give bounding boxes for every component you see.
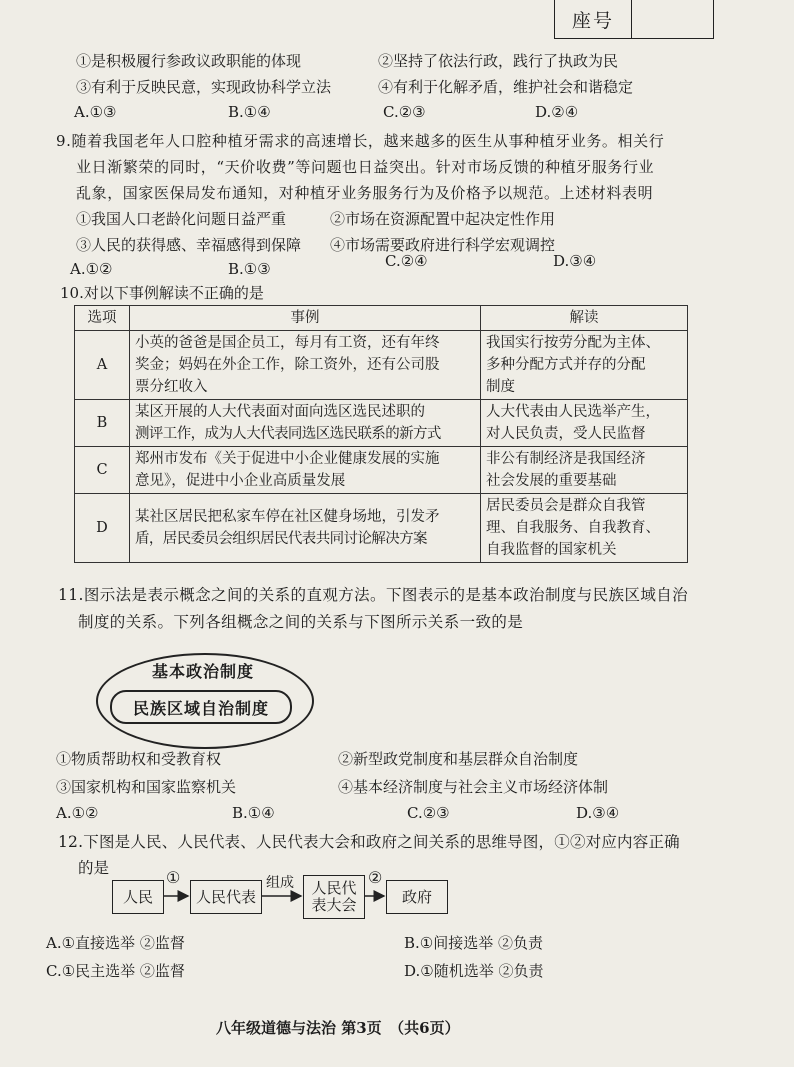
flow-box-people-label: 人民	[122, 887, 153, 906]
example-line: 小英的爸爸是国企员工，每月有工资，还有年终	[135, 335, 440, 351]
example-line: 票分红收入	[135, 379, 208, 395]
q11-option-2: ②新型政党制度和基层群众自治制度	[338, 750, 579, 768]
q8-option-1: ①是积极履行参政议政职能的体现	[76, 52, 302, 70]
q12-choice-b: B.①间接选举 ②负责	[404, 934, 544, 952]
q8-choice-a: A.①③	[74, 103, 117, 121]
q8-choice-c: C.②③	[383, 103, 426, 121]
reading-line: 理、自我服务、自我教育、	[486, 520, 660, 536]
example-line: 郑州市发布《关于促进中小企业健康发展的实施	[135, 451, 440, 467]
example-line: 意见》，促进中小企业高质量发展	[135, 473, 346, 489]
q12-stem-line-2: 的是	[78, 859, 110, 877]
seat-number-label: 座号	[555, 0, 632, 38]
flow-arrow-1-label: ①	[166, 868, 181, 887]
q9-stem-line-2: 业日渐繁荣的同时，“天价收费”等问题也日益突出。针对市场反馈的种植牙服务行业	[76, 158, 655, 176]
q12-choice-c: C.①民主选举 ②监督	[46, 962, 185, 980]
q11-choice-d: D.③④	[576, 804, 620, 822]
flow-box-government-label: 政府	[401, 887, 432, 906]
q10-stem: 10.对以下事例解读不正确的是	[60, 284, 264, 302]
q8-option-3: ③有利于反映民意，实现政协科学立法	[76, 78, 332, 96]
q11-option-4: ④基本经济制度与社会主义市场经济体制	[338, 778, 609, 796]
q9-option-1: ①我国人口老龄化问题日益严重	[76, 210, 287, 228]
q11-stem-line-2: 制度的关系。下列各组概念之间的关系与下图所示关系一致的是	[78, 613, 524, 631]
q9-choice-c: C.②④	[385, 252, 428, 270]
example-line: 奖金；妈妈在外企工作，除工资外，还有公司股	[135, 357, 440, 373]
q8-option-4: ④有利于化解矛盾，维护社会和谐稳定	[378, 78, 634, 96]
flow-arrow-2-label: 组成	[266, 875, 294, 891]
reading-line: 居民委员会是群众自我管	[486, 498, 646, 514]
table-header-reading: 解读	[481, 306, 688, 331]
reading-line: 制度	[486, 379, 515, 395]
q9-stem-line-3: 乱象，国家医保局发布通知，对种植牙业务服务行为及价格予以规范。上述材料表明	[76, 184, 654, 202]
table-header-example: 事例	[130, 306, 481, 331]
q8-choice-d: D.②④	[535, 103, 579, 121]
reading-line: 自我监督的国家机关	[486, 542, 617, 558]
q8-choice-b: B.①④	[228, 103, 271, 121]
table-cell-option: C	[75, 447, 130, 494]
flow-box-congress-line-1: 人民代	[311, 879, 357, 897]
q11-option-1: ①物质帮助权和受教育权	[56, 750, 222, 768]
q12-choice-a: A.①直接选举 ②监督	[46, 934, 185, 952]
flow-box-deputies-label: 人民代表	[195, 887, 256, 906]
q12-stem-line-1: 12.下图是人民、人民代表、人民代表大会和政府之间关系的思维导图，①②对应内容正确	[58, 833, 680, 851]
table-header-option: 选项	[75, 306, 130, 331]
q11-stem-line-1: 11.图示法是表示概念之间的关系的直观方法。下图表示的是基本政治制度与民族区域自治	[58, 586, 689, 604]
example-line: 某社区居民把私家车停在社区健身场地，引发矛	[135, 509, 440, 525]
example-line: 盾，居民委员会组织居民代表共同讨论解决方案	[135, 531, 427, 547]
table-cell-option: B	[75, 400, 130, 447]
reading-line: 非公有制经济是我国经济	[486, 451, 646, 467]
page-footer: 八年级道德与法治 第3页 （共6页）	[216, 1019, 460, 1037]
table-cell-option: A	[75, 331, 130, 400]
q11-option-3: ③国家机构和国家监察机关	[56, 778, 237, 796]
reading-line: 我国实行按劳分配为主体、	[486, 335, 660, 351]
flow-arrow-3-label: ②	[368, 868, 383, 887]
q9-choice-a: A.①②	[70, 260, 113, 278]
q9-option-2: ②市场在资源配置中起决定性作用	[330, 210, 556, 228]
q11-choice-a: A.①②	[56, 804, 99, 822]
flow-box-congress-line-2: 表大会	[311, 896, 357, 914]
q12-choice-d: D.①随机选举 ②负责	[404, 962, 544, 980]
diagram-inner-label: 民族区域自治制度	[132, 698, 269, 718]
reading-line: 社会发展的重要基础	[486, 473, 617, 489]
reading-line: 人大代表由人民选举产生，	[486, 404, 660, 420]
q11-choice-b: B.①④	[232, 804, 275, 822]
q9-option-3: ③人民的获得感、幸福感得到保障	[76, 236, 302, 254]
q11-choice-c: C.②③	[407, 804, 450, 822]
q9-stem-line-1: 9.随着我国老年人口腔种植牙需求的高速增长，越来越多的医生从事种植牙业务。相关行	[56, 132, 665, 150]
reading-line: 对人民负责，受人民监督	[486, 426, 646, 442]
q9-choice-d: D.③④	[553, 252, 597, 270]
table-cell-option: D	[75, 494, 130, 563]
q9-choice-b: B.①③	[228, 260, 271, 278]
q9-option-4: ④市场需要政府进行科学宏观调控	[330, 236, 556, 254]
reading-line: 多种分配方式并存的分配	[486, 357, 646, 373]
diagram-outer-label: 基本政治制度	[151, 662, 254, 681]
example-line: 测评工作，成为人大代表同选区选民联系的新方式	[135, 426, 441, 442]
q8-option-2: ②坚持了依法行政，践行了执政为民	[378, 52, 619, 70]
example-line: 某区开展的人大代表面对面向选区选民述职的	[135, 404, 425, 420]
